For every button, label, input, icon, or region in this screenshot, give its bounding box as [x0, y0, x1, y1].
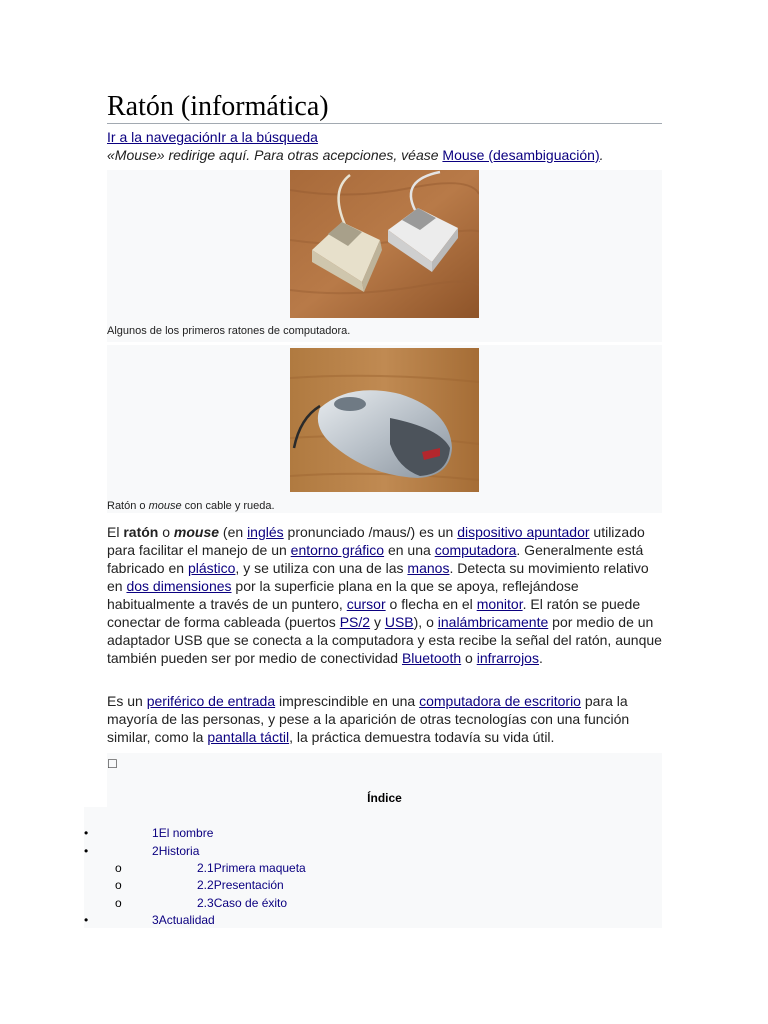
hatnote [107, 146, 604, 164]
figure-caption: Algunos de los primeros ratones de computadora. [107, 325, 351, 337]
toc-item-actualidad[interactable]: 3Actualidad [152, 913, 215, 927]
figure-early-mice [107, 170, 662, 342]
link-monitor[interactable]: monitor [476, 596, 523, 612]
toc-item-primera-maqueta[interactable]: 2.1Primera maqueta [197, 861, 306, 875]
toc-item-caso-de-exito[interactable]: 2.3Caso de éxito [197, 896, 288, 910]
link-inalambricamente[interactable]: inalámbricamente [437, 614, 549, 630]
toc-item-el-nombre[interactable]: 1El nombre [152, 826, 214, 840]
term-mouse: mouse [173, 524, 220, 540]
toc-item-historia[interactable]: 2Historia [152, 844, 200, 858]
link-computadora-de-escritorio[interactable]: computadora de escritorio [419, 693, 581, 709]
toc-bullet: • [84, 844, 89, 858]
page-title: Ratón (informática) [107, 91, 329, 122]
link-cursor[interactable]: cursor [346, 596, 386, 612]
toc-toggle-checkbox[interactable]: ☐ [107, 757, 118, 771]
link-bluetooth[interactable]: Bluetooth [401, 650, 462, 666]
jump-to-navigation-link[interactable]: Ir a la navegación [107, 129, 218, 145]
link-pantalla-tactil[interactable]: pantalla táctil [207, 729, 290, 745]
link-periferico-de-entrada[interactable]: periférico de entrada [146, 693, 276, 709]
link-ingles[interactable]: inglés [247, 524, 284, 540]
caption-text: con cable y rueda. [181, 500, 275, 512]
jump-links [107, 128, 318, 146]
link-dispositivo-apuntador[interactable]: dispositivo apuntador [457, 524, 590, 540]
early-mice-image[interactable] [290, 170, 479, 318]
link-infrarrojos[interactable]: infrarrojos [476, 650, 539, 666]
toc-item-presentacion[interactable]: 2.2Presentación [197, 878, 284, 892]
link-dos-dimensiones[interactable]: dos dimensiones [126, 578, 232, 594]
link-entorno-grafico[interactable]: entorno gráfico [290, 542, 385, 558]
term-raton: ratón [123, 524, 159, 540]
jump-to-search-link[interactable]: Ir a la búsqueda [217, 129, 318, 145]
wheel-mouse-image[interactable] [290, 348, 479, 492]
toc-bullet: • [84, 826, 89, 840]
hatnote-text: «Mouse» redirige aquí. Para otras acepciones, véase [107, 147, 443, 163]
figure-caption [107, 499, 275, 513]
toc-sub-bullet: o [115, 861, 122, 875]
toc-title: Índice [367, 791, 402, 805]
disambiguation-link[interactable]: Mouse (desambiguación) [442, 147, 600, 163]
link-computadora[interactable]: computadora [434, 542, 517, 558]
link-ps2[interactable]: PS/2 [339, 614, 371, 630]
link-usb[interactable]: USB [384, 614, 414, 630]
link-manos[interactable]: manos [407, 560, 450, 576]
link-plastico[interactable]: plástico [187, 560, 236, 576]
second-paragraph: Es un periférico de entrada imprescindible en una computadora de escritorio para la mayoría de las personas, y pese a la aparición de otras tecnologías con una función similar, como la pantalla táctil, la práctica demuestra todavía su vida útil. [107, 693, 630, 745]
intro-paragraph: El ratón o mouse (en inglés pronunciado /maus/) es un dispositivo apuntador utilizado para facilitar el manejo de un entorno gráfico en una computadora. Generalmente está fabricado en plástico, y se utiliza con una de las manos. Detecta su movimiento relativo en dos dimensiones por la superficie plana en la que se apoya, reflejándose habitualmente a través de un puntero, cursor o flecha en el monitor. El ratón se puede conectar de forma cableada (puertos PS/2 y USB), o inalámbricamente por medio de un adaptador USB que se conecta a la computadora y esta recibe la señal del ratón, aunque también pueden ser por medio de conectividad Bluetooth o infrarrojos. [107, 524, 662, 666]
toc-bullet: • [84, 913, 89, 927]
caption-emphasis: mouse [148, 500, 182, 512]
toc-sub-bullet: o [115, 878, 122, 892]
hatnote-end: . [599, 147, 604, 163]
toc-sub-bullet: o [115, 896, 122, 910]
figure-wheel-mouse [107, 345, 662, 513]
caption-text: Ratón o [107, 500, 149, 512]
title-divider [107, 123, 662, 124]
